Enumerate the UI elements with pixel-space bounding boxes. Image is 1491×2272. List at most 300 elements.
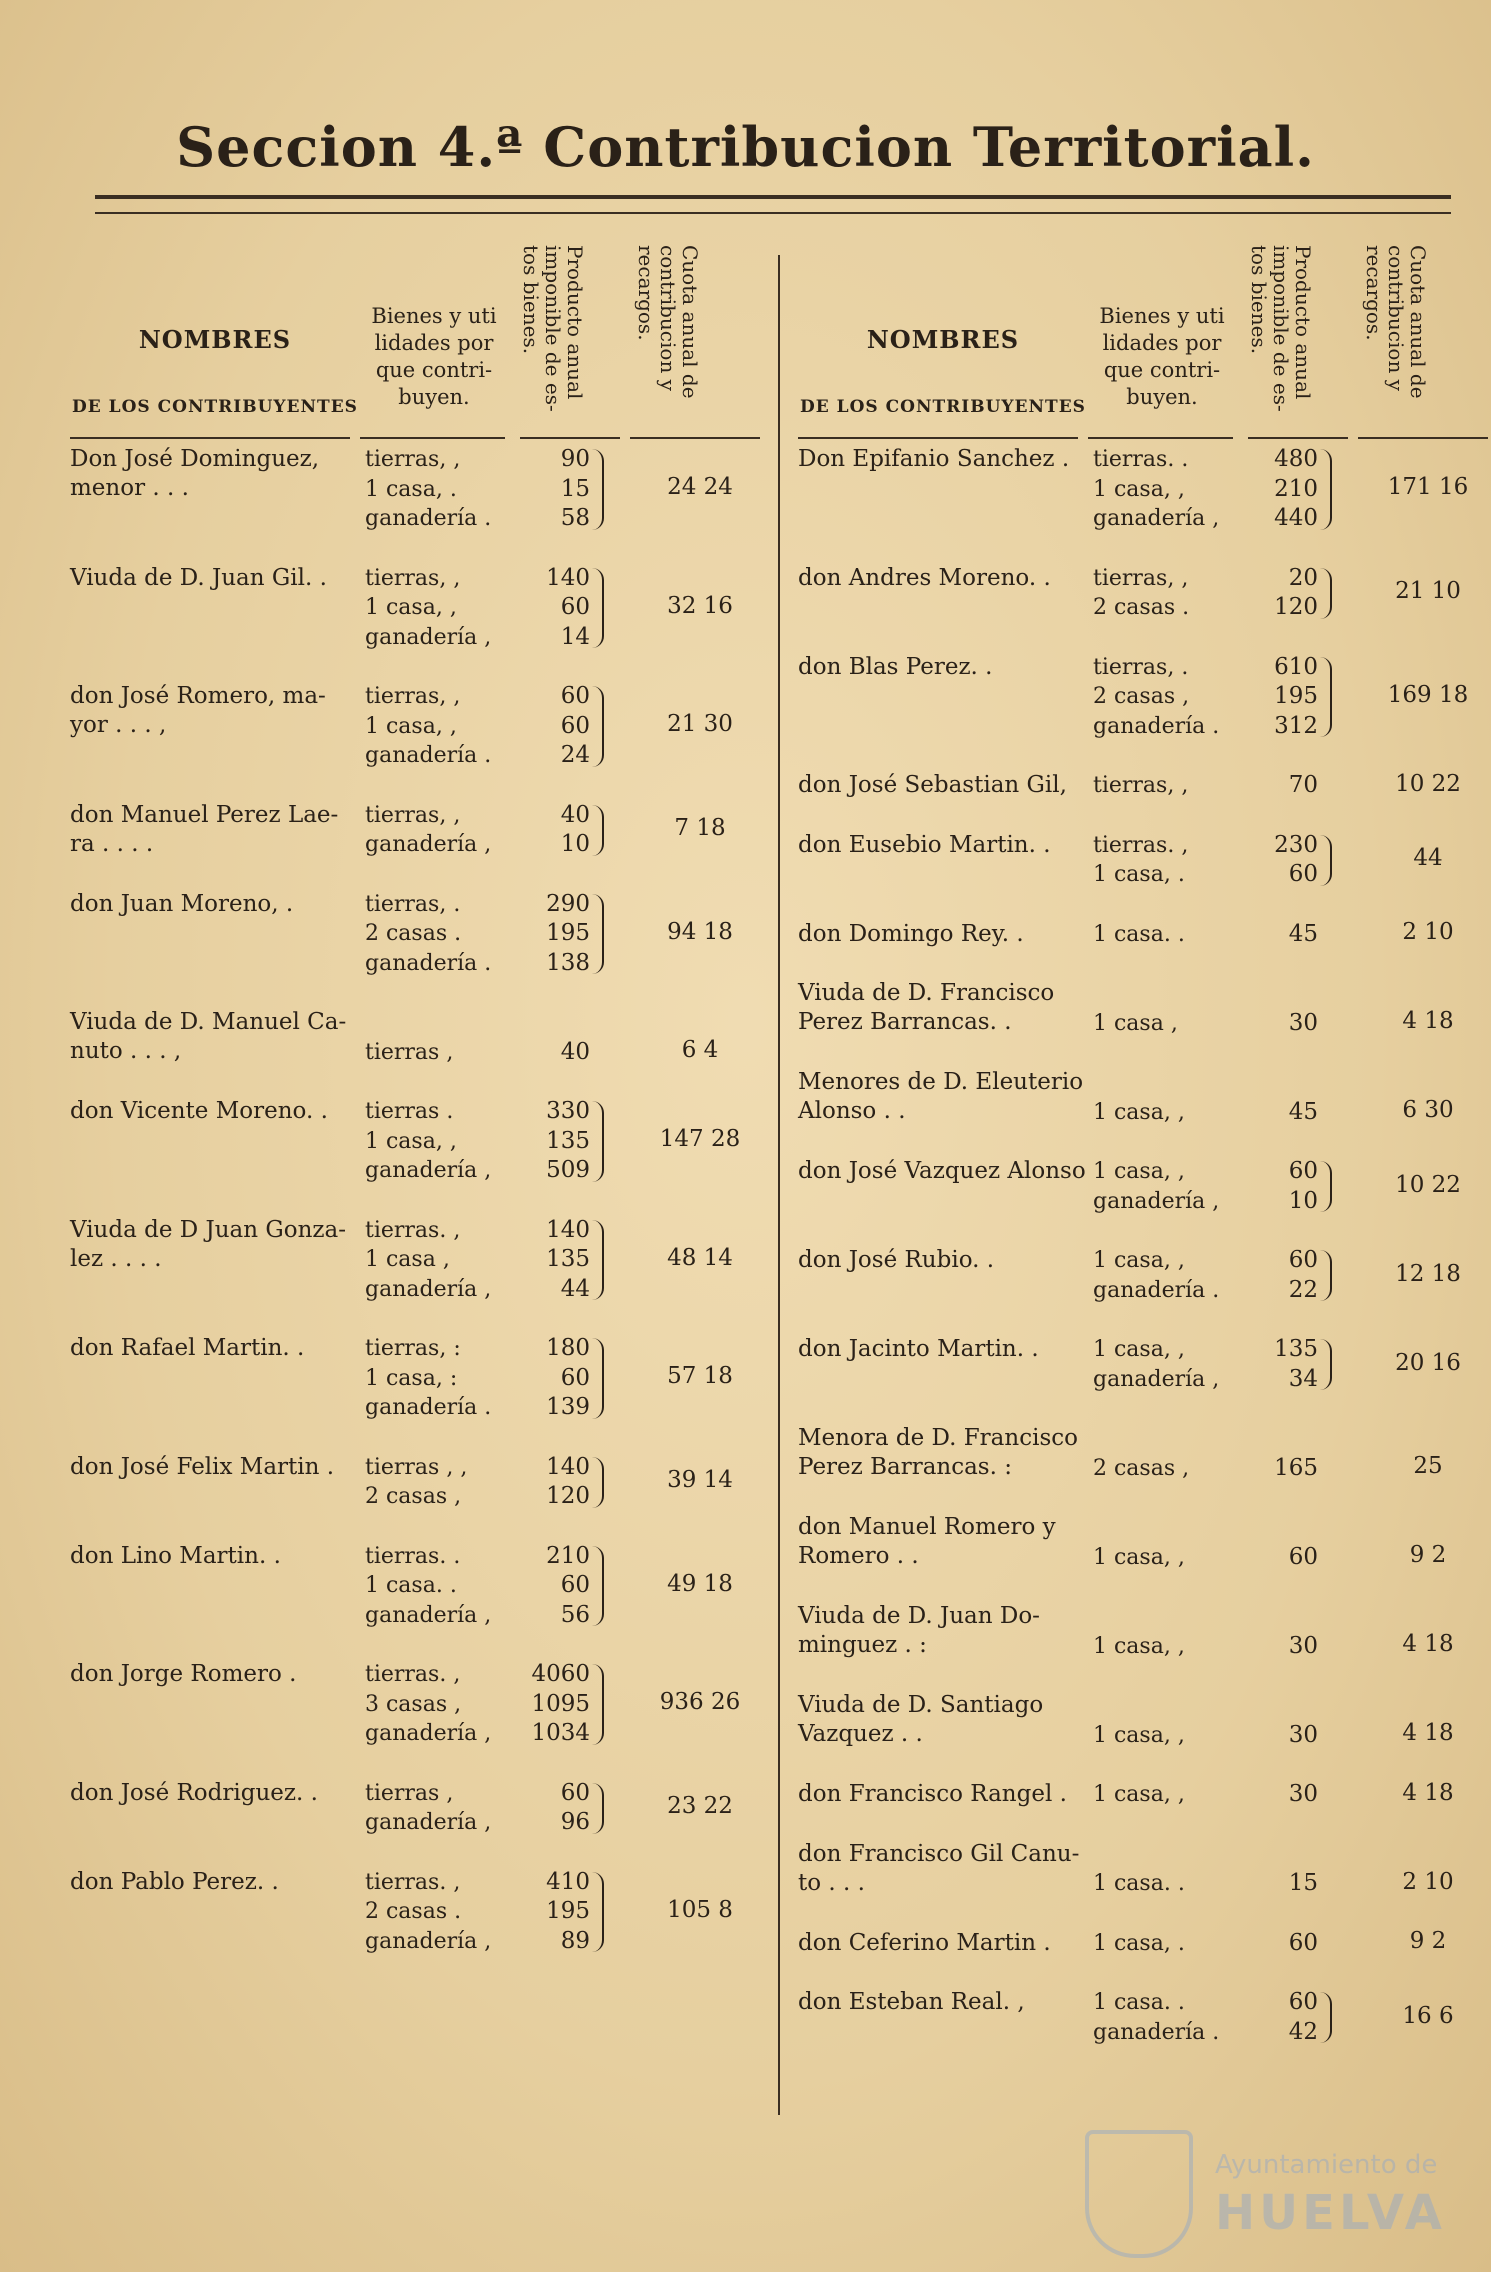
- property-item: 3 casas ,: [365, 1691, 462, 1717]
- table-row: [798, 1513, 1488, 1572]
- table-row: [70, 1216, 760, 1305]
- property-item: ganadería .: [365, 506, 492, 531]
- brace-mark: [592, 1783, 604, 1834]
- property-items: [365, 445, 510, 534]
- brace-mark: [592, 568, 604, 649]
- watermark-line2: HUELVA: [1215, 2185, 1446, 2241]
- cuota-value: 4 18: [1402, 1008, 1454, 1035]
- cuota-value: 20 16: [1395, 1349, 1461, 1376]
- cuota-value: 171 16: [1387, 474, 1469, 501]
- property-item: 2 casas ,: [1093, 684, 1190, 709]
- contributor-name: Viuda de D. Francisco Perez Barrancas. .: [798, 980, 1055, 1035]
- property-item: 1 casa, ,: [1093, 1782, 1185, 1807]
- product-value: 509: [546, 1157, 590, 1183]
- product-values: [1238, 564, 1318, 623]
- product-value: 312: [1274, 712, 1318, 739]
- table-row: [70, 1008, 760, 1067]
- cuota-value: 6 30: [1402, 1097, 1454, 1124]
- product-value: 60: [1288, 1989, 1318, 2015]
- contributor-name: don Jorge Romero .: [70, 1661, 297, 1687]
- property-items: [365, 564, 510, 653]
- product-value: 410: [546, 1868, 590, 1895]
- property-items: [1093, 653, 1238, 742]
- contributor-name: don Vicente Moreno. .: [70, 1098, 328, 1124]
- product-values: [1238, 831, 1318, 890]
- property-item: 1 casa, ,: [1093, 1337, 1185, 1362]
- cuota-value: 4 18: [1402, 1779, 1454, 1806]
- property-item: tierras. ,: [365, 1662, 461, 1687]
- property-items: [1093, 1009, 1238, 1039]
- brace-mark: [592, 1101, 604, 1182]
- product-value: 135: [546, 1246, 590, 1272]
- property-item: 2 casas .: [365, 1899, 462, 1924]
- product-value: 140: [546, 1216, 590, 1243]
- contributor-name: don Pablo Perez. .: [70, 1868, 279, 1895]
- brace-mark: [592, 894, 604, 975]
- header-underline: [70, 437, 350, 439]
- property-items: [1093, 771, 1238, 801]
- property-items: [1093, 564, 1238, 623]
- product-value: 210: [546, 1542, 590, 1569]
- product-values: [510, 1334, 590, 1423]
- cuota-value: 94 18: [667, 918, 733, 945]
- property-item: 1 casa, ,: [365, 1128, 457, 1154]
- product-value: 135: [1274, 1336, 1318, 1362]
- property-item: ganadería ,: [365, 1928, 492, 1954]
- product-values: [1238, 771, 1318, 801]
- header-underline: [1248, 437, 1348, 439]
- contributor-name: don Blas Perez. .: [798, 653, 993, 680]
- product-value: 60: [560, 683, 590, 709]
- brace-mark: [592, 686, 604, 767]
- property-item: 2 casas .: [365, 921, 462, 946]
- property-item: 1 casa, ,: [1093, 476, 1185, 502]
- property-item: ganadería ,: [1093, 1188, 1220, 1214]
- product-value: 60: [560, 1572, 590, 1598]
- product-values: [1238, 1009, 1318, 1039]
- property-item: 1 casa, ,: [365, 595, 457, 620]
- product-value: 30: [1288, 1009, 1318, 1036]
- header-bienes: Bienes y uti lidades por que contri- buyen.: [371, 304, 497, 409]
- table-row: [70, 801, 760, 860]
- brace-mark: [1320, 1250, 1332, 1301]
- cuota-value: 4 18: [1402, 1720, 1454, 1747]
- property-items: [365, 1779, 510, 1838]
- title-rule-thin: [95, 212, 1451, 214]
- contributor-name: don Francisco Gil Canu- to . . .: [798, 1840, 1080, 1896]
- contributor-name: don Juan Moreno, .: [70, 890, 294, 917]
- cuota-value: 7 18: [674, 815, 726, 841]
- product-value: 230: [1274, 831, 1318, 858]
- product-value: 30: [1288, 1632, 1318, 1659]
- product-values: [1238, 1335, 1318, 1394]
- product-value: 10: [1288, 1187, 1318, 1214]
- table-row: [798, 1246, 1488, 1305]
- product-value: 195: [1274, 683, 1318, 709]
- property-item: ganadería ,: [365, 1602, 492, 1628]
- property-items: [1093, 1098, 1238, 1128]
- table-row: [798, 979, 1488, 1038]
- table-row: [70, 1868, 760, 1957]
- product-value: 15: [1288, 1870, 1318, 1896]
- brace-mark: [1320, 1992, 1332, 2043]
- product-value: 195: [546, 920, 590, 946]
- product-value: 10: [560, 831, 590, 857]
- property-item: 1 casa ,: [1093, 1010, 1178, 1036]
- product-values: [1238, 445, 1318, 534]
- product-values: [510, 1542, 590, 1631]
- table-row: [70, 564, 760, 653]
- cuota-value: 24 24: [667, 474, 733, 501]
- contributor-name: Viuda de D Juan Gonza- lez . . . .: [70, 1216, 347, 1272]
- cuota-value: 10 22: [1395, 1171, 1461, 1198]
- contributor-name: don Jacinto Martin. .: [798, 1336, 1039, 1362]
- cuota-value: 4 18: [1402, 1631, 1454, 1658]
- table-row: [70, 682, 760, 771]
- product-value: 22: [1288, 1276, 1318, 1303]
- table-row: [70, 890, 760, 979]
- table-row: [798, 1068, 1488, 1127]
- header-underline: [1358, 437, 1488, 439]
- property-item: 1 casa, ,: [1093, 1633, 1185, 1659]
- property-item: tierras. ,: [365, 1217, 461, 1243]
- cuota-value: 49 18: [667, 1570, 733, 1597]
- product-value: 195: [546, 1898, 590, 1924]
- brace-mark: [592, 805, 604, 856]
- property-items: [1093, 920, 1238, 950]
- product-value: 1034: [531, 1720, 590, 1746]
- product-value: 14: [560, 623, 590, 650]
- property-item: tierras .: [365, 1099, 454, 1124]
- product-value: 30: [1288, 1781, 1318, 1807]
- product-value: 610: [1274, 653, 1318, 680]
- table-row: [70, 1097, 760, 1186]
- property-item: 1 casa. .: [365, 1573, 457, 1598]
- product-value: 290: [546, 890, 590, 917]
- product-value: 89: [560, 1927, 590, 1954]
- product-value: 120: [546, 1483, 590, 1509]
- cuota-value: 48 14: [667, 1244, 733, 1271]
- property-item: ganadería .: [365, 1395, 492, 1420]
- property-item: 2 casas .: [1093, 595, 1190, 620]
- property-item: tierras. ,: [365, 1869, 461, 1895]
- property-item: 1 casa, .: [1093, 862, 1185, 887]
- property-items: [365, 1453, 510, 1512]
- brace-mark: [592, 1872, 604, 1953]
- cuota-value: 57 18: [667, 1363, 733, 1390]
- property-item: ganadería ,: [1093, 506, 1220, 531]
- contributor-name: don José Sebastian Gil,: [798, 772, 1067, 798]
- contributor-name: don José Rubio. .: [798, 1247, 995, 1273]
- table-row: [798, 920, 1488, 950]
- table-row: [798, 1988, 1488, 2047]
- product-value: 60: [1288, 861, 1318, 887]
- product-value: 70: [1288, 772, 1318, 798]
- product-value: 56: [560, 1601, 590, 1628]
- property-item: tierras, .: [1093, 654, 1189, 680]
- property-items: [1093, 1988, 1238, 2047]
- left-header: [70, 245, 760, 445]
- property-item: tierras, ,: [1093, 773, 1189, 798]
- product-value: 20: [1288, 564, 1318, 591]
- property-item: tierras, ,: [1093, 565, 1189, 591]
- property-item: ganadería .: [1093, 1277, 1220, 1303]
- header-nombres: NOMBRES: [138, 325, 292, 354]
- cuota-value: 2 10: [1402, 1868, 1454, 1895]
- property-item: 1 casa, ,: [365, 713, 457, 739]
- product-value: 140: [546, 1453, 590, 1480]
- header-bienes: Bienes y uti lidades por que contri- buyen.: [1099, 304, 1225, 409]
- property-items: [1093, 1869, 1238, 1899]
- brace-mark: [592, 1457, 604, 1508]
- brace-mark: [592, 1220, 604, 1301]
- brace-mark: [592, 449, 604, 530]
- product-value: 40: [560, 801, 590, 828]
- contributor-name: don José Romero, ma- yor . . . ,: [70, 683, 326, 738]
- property-items: [1093, 1929, 1238, 1959]
- product-value: 45: [1288, 920, 1318, 947]
- product-value: 60: [1288, 1158, 1318, 1184]
- contributor-name: don Rafael Martin. .: [70, 1335, 305, 1361]
- cuota-value: 10 22: [1395, 770, 1461, 797]
- property-items: [1093, 1157, 1238, 1216]
- property-item: tierras, ,: [365, 684, 461, 709]
- product-values: [510, 1868, 590, 1957]
- product-value: 1095: [531, 1690, 590, 1717]
- product-value: 58: [560, 505, 590, 531]
- product-value: 139: [546, 1394, 590, 1420]
- table-row: [798, 1335, 1488, 1394]
- contributor-name: don Manuel Romero y Romero . .: [798, 1514, 1056, 1569]
- cuota-value: 2 10: [1402, 919, 1454, 946]
- product-values: [1238, 1454, 1318, 1484]
- product-values: [510, 445, 590, 534]
- cuota-value: 16 6: [1402, 2002, 1454, 2029]
- contributor-name: Viuda de D. Santiago Vazquez . .: [798, 1692, 1044, 1747]
- brace-mark: [1320, 835, 1332, 886]
- property-item: 1 casa. .: [1093, 1990, 1185, 2015]
- brace-mark: [1320, 1161, 1332, 1212]
- contributor-name: don Francisco Rangel .: [798, 1781, 1067, 1807]
- left-rows: [70, 445, 760, 1986]
- header-nombres: NOMBRES: [866, 325, 1020, 354]
- property-item: tierras, ,: [365, 447, 461, 472]
- product-value: 180: [546, 1335, 590, 1361]
- header-contribuyentes: DE LOS CONTRIBUYENTES: [800, 397, 1086, 417]
- table-row: [798, 1602, 1488, 1661]
- title-rule: [95, 195, 1451, 199]
- product-values: [1238, 1721, 1318, 1751]
- property-item: tierras , ,: [365, 1454, 468, 1480]
- property-items: [365, 1660, 510, 1749]
- property-item: 1 casa, ,: [1093, 1544, 1185, 1570]
- product-value: 135: [546, 1127, 590, 1154]
- product-value: 45: [1288, 1098, 1318, 1125]
- brace-mark: [1320, 449, 1332, 530]
- header-cuota: Cuota anual de contribucion y recargos.: [634, 245, 702, 399]
- product-values: [510, 890, 590, 979]
- product-value: 30: [1288, 1721, 1318, 1748]
- property-items: [365, 1097, 510, 1186]
- property-item: ganadería .: [365, 950, 492, 976]
- product-value: 90: [560, 446, 590, 472]
- property-item: 1 casa, ,: [1093, 1248, 1185, 1273]
- product-value: 60: [560, 594, 590, 620]
- cuota-value: 9 2: [1409, 1928, 1447, 1955]
- product-value: 140: [546, 564, 590, 591]
- property-item: 1 casa, ,: [1093, 1722, 1185, 1748]
- property-item: ganadería .: [1093, 713, 1220, 739]
- property-item: tierras ,: [365, 1780, 454, 1806]
- product-values: [510, 1097, 590, 1186]
- property-item: 2 casas ,: [365, 1484, 462, 1509]
- table-row: [70, 1660, 760, 1749]
- right-column: [798, 245, 1488, 2077]
- property-item: 1 casa, :: [365, 1365, 458, 1391]
- table-row: [70, 1542, 760, 1631]
- product-value: 44: [560, 1275, 590, 1302]
- table-row: [798, 771, 1488, 801]
- table-row: [70, 1779, 760, 1838]
- property-item: 1 casa. .: [1093, 1871, 1185, 1896]
- product-value: 34: [1288, 1365, 1318, 1392]
- watermark-stamp: [1085, 2130, 1445, 2250]
- header-underline: [1088, 437, 1233, 439]
- contributor-name: Viuda de D. Juan Do- minguez . :: [798, 1603, 1040, 1658]
- property-item: 1 casa, ,: [1093, 1159, 1185, 1184]
- property-items: [365, 1038, 510, 1068]
- product-value: 210: [1274, 475, 1318, 502]
- product-value: 138: [546, 949, 590, 976]
- product-value: 4060: [531, 1661, 590, 1687]
- cuota-value: 147 28: [659, 1126, 741, 1153]
- property-item: 1 casa ,: [365, 1247, 450, 1272]
- property-item: 1 casa, .: [365, 476, 457, 502]
- property-items: [365, 1868, 510, 1957]
- product-value: 60: [560, 1779, 590, 1806]
- contributor-name: don José Vazquez Alonso: [798, 1158, 1086, 1184]
- property-item: ganadería .: [365, 743, 492, 768]
- property-items: [365, 1334, 510, 1423]
- contributor-name: don Eusebio Martin. .: [798, 831, 1051, 858]
- header-cuota: Cuota anual de contribucion y recargos.: [1362, 245, 1430, 399]
- cuota-value: 6 4: [681, 1037, 719, 1064]
- brace-mark: [1320, 657, 1332, 738]
- table-row: [798, 445, 1488, 534]
- table-row: [798, 1929, 1488, 1959]
- table-row: [798, 653, 1488, 742]
- product-values: [510, 801, 590, 860]
- brace-mark: [592, 1664, 604, 1745]
- property-items: [1093, 1543, 1238, 1573]
- contributor-name: Viuda de D. Juan Gil. .: [70, 564, 327, 591]
- cuota-value: 32 16: [667, 592, 733, 619]
- brace-mark: [592, 1546, 604, 1627]
- cuota-value: 169 18: [1387, 681, 1469, 708]
- property-items: [1093, 831, 1238, 890]
- property-item: tierras. .: [1093, 447, 1189, 472]
- table-row: [798, 1157, 1488, 1216]
- property-items: [1093, 1721, 1238, 1751]
- column-divider: [778, 255, 780, 2115]
- property-items: [1093, 1454, 1238, 1484]
- cuota-value: 21 30: [667, 711, 733, 738]
- property-item: tierras, :: [365, 1336, 461, 1361]
- property-item: ganadería ,: [365, 832, 492, 857]
- product-value: 60: [1288, 1929, 1318, 1956]
- property-items: [1093, 1335, 1238, 1394]
- property-item: ganadería ,: [365, 624, 492, 650]
- cuota-value: 39 14: [667, 1467, 733, 1493]
- property-items: [365, 890, 510, 979]
- contributor-name: Menora de D. Francisco Perez Barrancas. :: [798, 1425, 1078, 1480]
- cuota-value: 12 18: [1395, 1260, 1461, 1287]
- table-row: [70, 445, 760, 534]
- header-underline: [798, 437, 1078, 439]
- product-values: [510, 564, 590, 653]
- header-contribuyentes: DE LOS CONTRIBUYENTES: [72, 397, 358, 417]
- brace-mark: [1320, 568, 1332, 619]
- property-item: tierras, ,: [365, 802, 461, 828]
- header-underline: [520, 437, 620, 439]
- table-row: [798, 564, 1488, 623]
- property-item: tierras. ,: [1093, 832, 1189, 858]
- table-row: [798, 1424, 1488, 1483]
- property-item: tierras, .: [365, 891, 461, 917]
- page-title: Seccion 4.ª Contribucion Territorial.: [176, 115, 1315, 179]
- product-value: 15: [560, 475, 590, 502]
- property-item: ganadería ,: [365, 1721, 492, 1746]
- product-value: 60: [560, 1364, 590, 1391]
- contributor-name: don Lino Martin. .: [70, 1542, 281, 1569]
- product-value: 96: [560, 1809, 590, 1835]
- table-row: [70, 1453, 760, 1512]
- contributor-name: Don José Dominguez, menor . . .: [70, 446, 320, 501]
- property-items: [1093, 445, 1238, 534]
- table-row: [798, 1691, 1488, 1750]
- property-item: ganadería ,: [365, 1810, 492, 1835]
- product-values: [1238, 1929, 1318, 1959]
- property-item: tierras, ,: [365, 565, 461, 591]
- product-value: 120: [1274, 594, 1318, 620]
- product-value: 60: [560, 712, 590, 739]
- product-values: [1238, 1157, 1318, 1216]
- product-values: [1238, 1869, 1318, 1899]
- product-value: 165: [1274, 1454, 1318, 1481]
- contributor-name: don José Rodriguez. .: [70, 1779, 318, 1806]
- property-items: [365, 1216, 510, 1305]
- contributor-name: don Andres Moreno. .: [798, 564, 1051, 591]
- watermark-line1: Ayuntamiento de: [1215, 2150, 1438, 2180]
- product-values: [510, 1660, 590, 1749]
- header-underline: [630, 437, 760, 439]
- property-item: ganadería ,: [365, 1158, 492, 1183]
- header-producto: Producto anual imponible de es- tos bienes.: [519, 245, 587, 412]
- cuota-value: 21 10: [1395, 578, 1461, 604]
- product-values: [510, 1038, 590, 1068]
- product-values: [1238, 1098, 1318, 1128]
- table-row: [798, 831, 1488, 890]
- product-value: 60: [1288, 1247, 1318, 1273]
- product-value: 330: [546, 1098, 590, 1124]
- cuota-value: 23 22: [667, 1793, 733, 1819]
- header-underline: [360, 437, 505, 439]
- contributor-name: Don Epifanio Sanchez .: [798, 446, 1070, 472]
- product-value: 440: [1274, 505, 1318, 531]
- product-values: [510, 1453, 590, 1512]
- property-item: 1 casa, ,: [1093, 1099, 1185, 1125]
- property-items: [365, 1542, 510, 1631]
